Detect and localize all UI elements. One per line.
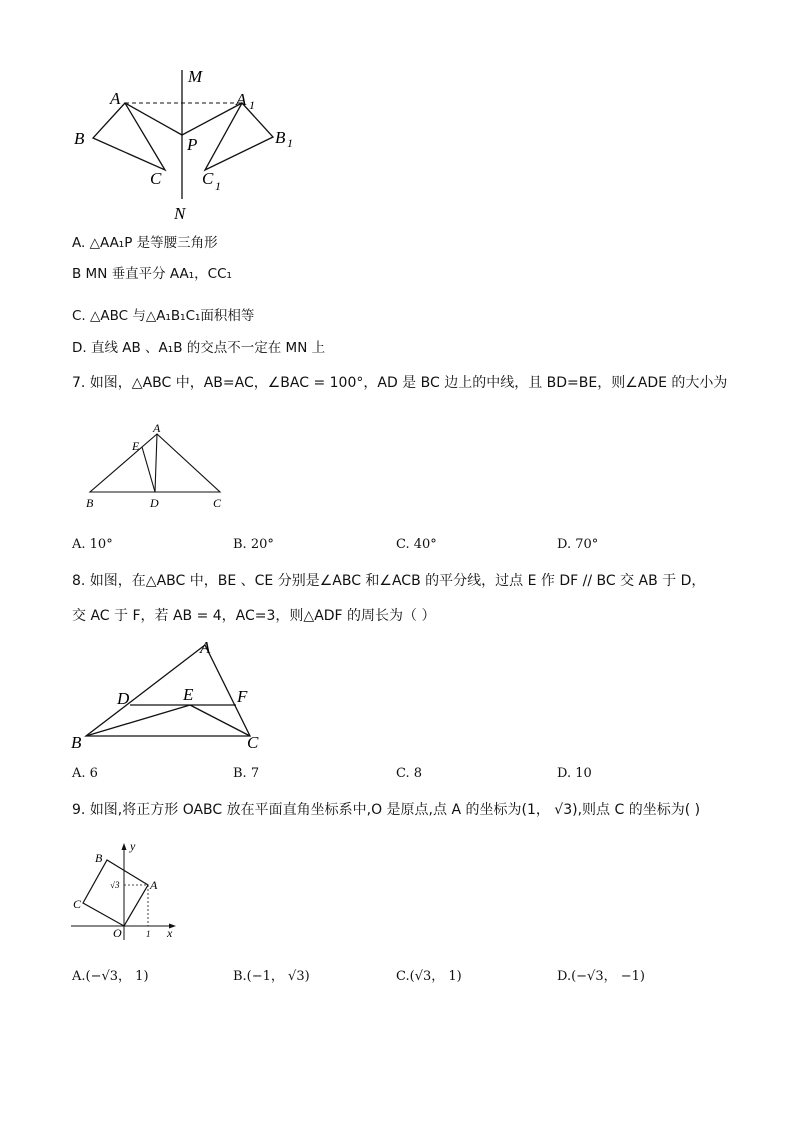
q8-option-d[interactable]: D. 10 xyxy=(557,766,592,781)
q6-option-c[interactable]: C. △ABC 与△A₁B₁C₁面积相等 xyxy=(72,308,255,324)
label-e: E xyxy=(132,439,140,453)
label-c1-sub: 1 xyxy=(215,179,221,193)
y-arrow-icon xyxy=(122,843,127,850)
label-d: D xyxy=(150,496,159,510)
q8-option-a[interactable]: A. 6 xyxy=(72,766,98,781)
label-c: C xyxy=(150,169,162,188)
label-a: A xyxy=(110,89,121,108)
label-m: M xyxy=(188,67,203,86)
q6-figure xyxy=(70,62,310,232)
label-x: x xyxy=(167,926,173,940)
triangle-abc xyxy=(86,645,250,736)
triangle-a1b1c1 xyxy=(205,103,273,170)
label-c: C xyxy=(213,496,222,510)
label-n: N xyxy=(174,204,186,223)
label-a1-sub: 1 xyxy=(249,98,255,112)
q6-option-b[interactable]: B MN 垂直平分 AA₁，CC₁ xyxy=(72,266,232,282)
q9-stem: 9. 如图,将正方形 OABC 放在平面直角坐标系中,O 是原点,点 A 的坐标为(1， √3),则点 C 的坐标为( ) xyxy=(72,802,701,818)
q7-option-a[interactable]: A. 10° xyxy=(72,537,113,552)
q8-stem-line1: 8. 如图，在△ABC 中，BE 、CE 分别是∠ABC 和∠ACB 的平分线，过点 E 作 DF // BC 交 AB 于 D， xyxy=(72,573,706,589)
label-b: B xyxy=(86,496,94,510)
label-b: B xyxy=(74,129,85,148)
q8-stem-line2: 交 AC 于 F，若 AB = 4，AC=3，则△ADF 的周长为（ ） xyxy=(72,608,436,624)
label-d: D xyxy=(117,689,130,708)
q6-option-d[interactable]: D. 直线 AB 、A₁B 的交点不一定在 MN 上 xyxy=(72,340,326,356)
q7-stem: 7. 如图，△ABC 中，AB=AC，∠BAC = 100°，AD 是 BC 边上的中线，且 BD=BE，则∠ADE 的大小为 xyxy=(72,375,728,391)
label-e: E xyxy=(183,685,194,704)
q7-option-b[interactable]: B. 20° xyxy=(233,537,274,552)
label-o: O xyxy=(113,926,122,940)
q9-figure xyxy=(68,838,183,946)
triangle-abc xyxy=(93,103,165,170)
q9-option-a[interactable]: A.(−√3， 1) xyxy=(72,969,149,984)
segment-ap xyxy=(125,103,182,135)
segment-ad xyxy=(155,434,157,492)
label-p: P xyxy=(187,135,198,154)
label-b1-sub: 1 xyxy=(287,136,293,150)
q7-option-c[interactable]: C. 40° xyxy=(396,537,437,552)
square-oabc xyxy=(83,860,148,926)
label-c: C xyxy=(247,733,259,752)
q9-option-d[interactable]: D.(−√3， −1) xyxy=(557,969,645,984)
q8-figure xyxy=(68,637,268,755)
q9-option-b[interactable]: B.(−1， √3) xyxy=(233,969,310,984)
q9-option-c[interactable]: C.(√3， 1) xyxy=(396,969,462,984)
label-c1: C xyxy=(202,169,214,188)
label-sqrt3: √3 xyxy=(110,880,120,890)
q6-option-a[interactable]: A. △AA₁P 是等腰三角形 xyxy=(72,235,218,251)
segment-ed xyxy=(142,447,155,492)
label-a1: A xyxy=(236,90,247,109)
q7-option-d[interactable]: D. 70° xyxy=(557,537,599,552)
label-y: y xyxy=(130,839,136,853)
label-b: B xyxy=(95,851,103,865)
q8-option-b[interactable]: B. 7 xyxy=(233,766,260,781)
label-f: F xyxy=(237,687,248,706)
label-a: A xyxy=(153,421,161,435)
label-b1: B xyxy=(275,128,286,147)
label-b: B xyxy=(71,733,82,752)
segment-be xyxy=(86,705,190,736)
label-one: 1 xyxy=(146,929,151,939)
label-a: A xyxy=(200,638,211,657)
q8-option-c[interactable]: C. 8 xyxy=(396,766,423,781)
segment-ce xyxy=(190,705,250,736)
q7-figure xyxy=(80,420,240,515)
label-a: A xyxy=(150,878,158,892)
label-c: C xyxy=(73,897,82,911)
